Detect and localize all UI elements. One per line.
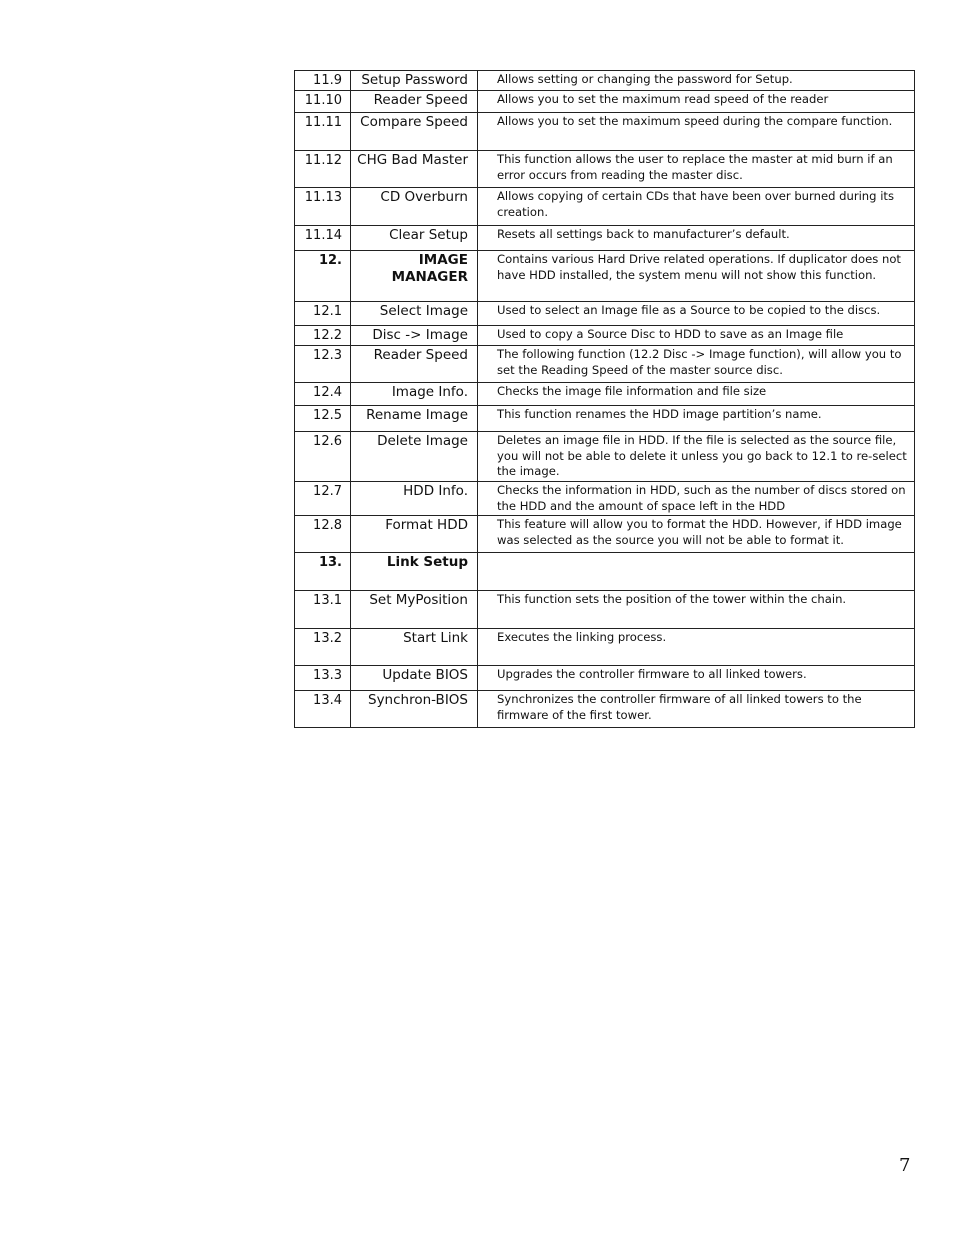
item-number: 12.6 xyxy=(295,432,351,482)
item-number: 13.2 xyxy=(295,629,351,666)
item-name: Disc -> Image xyxy=(351,326,478,346)
item-name: Format HDD xyxy=(351,516,478,553)
section-row xyxy=(295,553,915,591)
section-description xyxy=(478,553,915,591)
table-row xyxy=(295,188,915,226)
item-description: This feature will allow you to format the HDD. However, if HDD image was selected as the source you will not be able to format it. xyxy=(478,516,915,553)
table-row xyxy=(295,432,915,482)
item-name: Reader Speed xyxy=(351,346,478,383)
item-description: This function renames the HDD image partition’s name. xyxy=(478,406,915,432)
item-description: The following function (12.2 Disc -> Image function), will allow you to set the Reading Speed of the master source disc. xyxy=(478,346,915,383)
item-description: Executes the linking process. xyxy=(478,629,915,666)
item-number: 12.3 xyxy=(295,346,351,383)
section-row xyxy=(295,251,915,302)
item-number: 11.10 xyxy=(295,91,351,113)
item-number: 11.11 xyxy=(295,113,351,151)
item-number: 11.14 xyxy=(295,226,351,251)
item-name: Reader Speed xyxy=(351,91,478,113)
item-number: 12.7 xyxy=(295,482,351,516)
section-title: IMAGE MANAGER xyxy=(351,251,478,302)
item-number: 13.1 xyxy=(295,591,351,629)
item-name: HDD Info. xyxy=(351,482,478,516)
item-name: Synchron-BIOS xyxy=(351,691,478,728)
item-number: 12.8 xyxy=(295,516,351,553)
table-row xyxy=(295,482,915,516)
item-name: Update BIOS xyxy=(351,666,478,691)
section-description: Contains various Hard Drive related operations. If duplicator does not have HDD installed, the system menu will not show this function. xyxy=(478,251,915,302)
item-description: Allows copying of certain CDs that have been over burned during its creation. xyxy=(478,188,915,226)
item-number: 12.4 xyxy=(295,383,351,406)
table-row xyxy=(295,226,915,251)
item-name: Start Link xyxy=(351,629,478,666)
table-row xyxy=(295,346,915,383)
page-number: 7 xyxy=(899,1155,911,1176)
item-number: 13.4 xyxy=(295,691,351,728)
menu-reference-table xyxy=(294,70,915,728)
item-name: CHG Bad Master xyxy=(351,151,478,188)
table-row xyxy=(295,666,915,691)
table-row xyxy=(295,326,915,346)
item-number: 11.9 xyxy=(295,71,351,91)
item-description: Allows you to set the maximum speed during the compare function. xyxy=(478,113,915,151)
item-description: This function allows the user to replace the master at mid burn if an error occurs from reading the master disc. xyxy=(478,151,915,188)
item-description: Deletes an image file in HDD. If the file is selected as the source file, you will not be able to delete it unless you go back to 12.1 to re-select the image. xyxy=(478,432,915,482)
item-name: Setup Password xyxy=(351,71,478,91)
table-row xyxy=(295,113,915,151)
item-description: Synchronizes the controller firmware of all linked towers to the firmware of the first tower. xyxy=(478,691,915,728)
table-row xyxy=(295,591,915,629)
item-description: Allows setting or changing the password for Setup. xyxy=(478,71,915,91)
table-row xyxy=(295,406,915,432)
item-description: Resets all settings back to manufacturer’s default. xyxy=(478,226,915,251)
item-description: Used to copy a Source Disc to HDD to save as an Image file xyxy=(478,326,915,346)
table-row xyxy=(295,629,915,666)
item-description: Used to select an Image file as a Source to be copied to the discs. xyxy=(478,302,915,326)
item-name: Compare Speed xyxy=(351,113,478,151)
table-row xyxy=(295,151,915,188)
item-name: CD Overburn xyxy=(351,188,478,226)
item-name: Image Info. xyxy=(351,383,478,406)
table-row xyxy=(295,691,915,728)
item-name: Rename Image xyxy=(351,406,478,432)
item-name: Select Image xyxy=(351,302,478,326)
item-name: Set MyPosition xyxy=(351,591,478,629)
section-title: Link Setup xyxy=(351,553,478,591)
item-description: This function sets the position of the tower within the chain. xyxy=(478,591,915,629)
item-number: 11.12 xyxy=(295,151,351,188)
item-number: 13.3 xyxy=(295,666,351,691)
item-name: Clear Setup xyxy=(351,226,478,251)
item-number: 12.2 xyxy=(295,326,351,346)
section-number: 13. xyxy=(295,553,351,591)
item-number: 12.5 xyxy=(295,406,351,432)
table-row xyxy=(295,302,915,326)
item-number: 12.1 xyxy=(295,302,351,326)
item-description: Checks the information in HDD, such as the number of discs stored on the HDD and the amount of space left in the HDD xyxy=(478,482,915,516)
item-description: Upgrades the controller firmware to all linked towers. xyxy=(478,666,915,691)
table-row xyxy=(295,71,915,91)
table-row xyxy=(295,383,915,406)
item-description: Allows you to set the maximum read speed of the reader xyxy=(478,91,915,113)
table-row xyxy=(295,516,915,553)
item-name: Delete Image xyxy=(351,432,478,482)
item-number: 11.13 xyxy=(295,188,351,226)
table-row xyxy=(295,91,915,113)
item-description: Checks the image file information and file size xyxy=(478,383,915,406)
section-number: 12. xyxy=(295,251,351,302)
